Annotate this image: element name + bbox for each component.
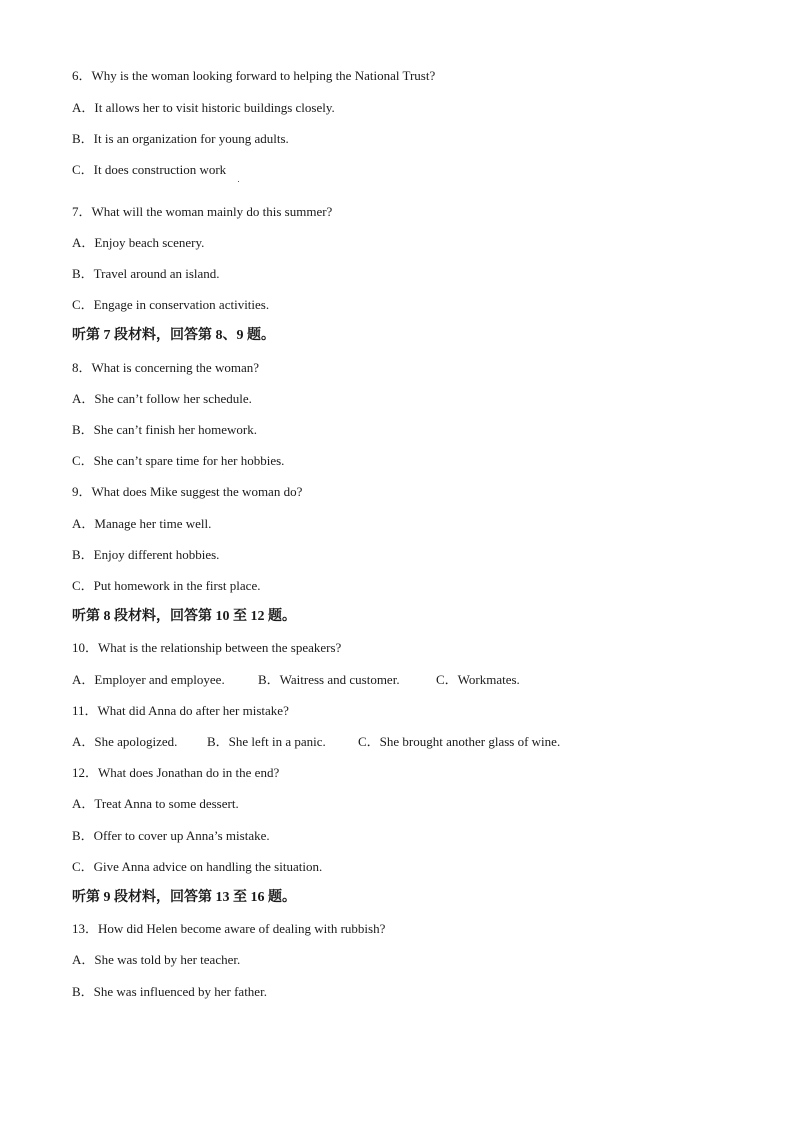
q12-option-b: B．Offer to cover up Anna’s mistake. <box>72 828 270 843</box>
q10-options <box>72 672 672 688</box>
q12-option-a: A．Treat Anna to some dessert. <box>72 796 239 811</box>
q13-option-a: A．She was told by her teacher. <box>72 952 241 967</box>
q7-option-b: B．Travel around an island. <box>72 266 220 281</box>
q9-option-c: C．Put homework in the first place. <box>72 578 261 593</box>
q6-option-c: C．It does construction work <box>72 162 227 177</box>
q9-option-a: A．Manage her time well. <box>72 516 212 531</box>
q10-option-b: B．Waitress and customer. <box>258 672 400 687</box>
q10-question: 10．What is the relationship between the speakers? <box>72 640 342 655</box>
q13-option-b: B．She was influenced by her father. <box>72 984 267 999</box>
q9-question: 9．What does Mike suggest the woman do? <box>72 484 303 499</box>
q7-option-c: C．Engage in conservation activities. <box>72 297 270 312</box>
q11-option-c: C．She brought another glass of wine. <box>358 734 561 749</box>
q8-option-b: B．She can’t finish her homework. <box>72 422 257 437</box>
section-heading-7: 听第 7 段材料，回答第 8、9 题。 <box>72 328 275 343</box>
q12-option-c: C．Give Anna advice on handling the situation. <box>72 859 323 874</box>
section-heading-9: 听第 9 段材料，回答第 13 至 16 题。 <box>72 890 296 905</box>
stray-dot <box>238 181 239 182</box>
q11-options <box>72 734 672 750</box>
q11-option-b: B．She left in a panic. <box>207 734 326 749</box>
q7-option-a: A．Enjoy beach scenery. <box>72 235 205 250</box>
q6-option-b: B．It is an organization for young adults. <box>72 131 289 146</box>
q8-question: 8．What is concerning the woman? <box>72 360 259 375</box>
q6-option-a: A．It allows her to visit historic buildings closely. <box>72 100 335 115</box>
q9-option-b: B．Enjoy different hobbies. <box>72 547 220 562</box>
q7-question: 7．What will the woman mainly do this summer? <box>72 204 333 219</box>
q6-question: 6．Why is the woman looking forward to helping the National Trust? <box>72 68 436 83</box>
q10-option-a: A．Employer and employee. <box>72 672 225 687</box>
q10-option-c: C．Workmates. <box>436 672 520 687</box>
q11-option-a: A．She apologized. <box>72 734 178 749</box>
q8-option-a: A．She can’t follow her schedule. <box>72 391 252 406</box>
q8-option-c: C．She can’t spare time for her hobbies. <box>72 453 285 468</box>
q13-question: 13．How did Helen become aware of dealing with rubbish? <box>72 921 386 936</box>
q12-question: 12．What does Jonathan do in the end? <box>72 765 280 780</box>
section-heading-8: 听第 8 段材料，回答第 10 至 12 题。 <box>72 609 296 624</box>
q11-question: 11．What did Anna do after her mistake? <box>72 703 289 718</box>
